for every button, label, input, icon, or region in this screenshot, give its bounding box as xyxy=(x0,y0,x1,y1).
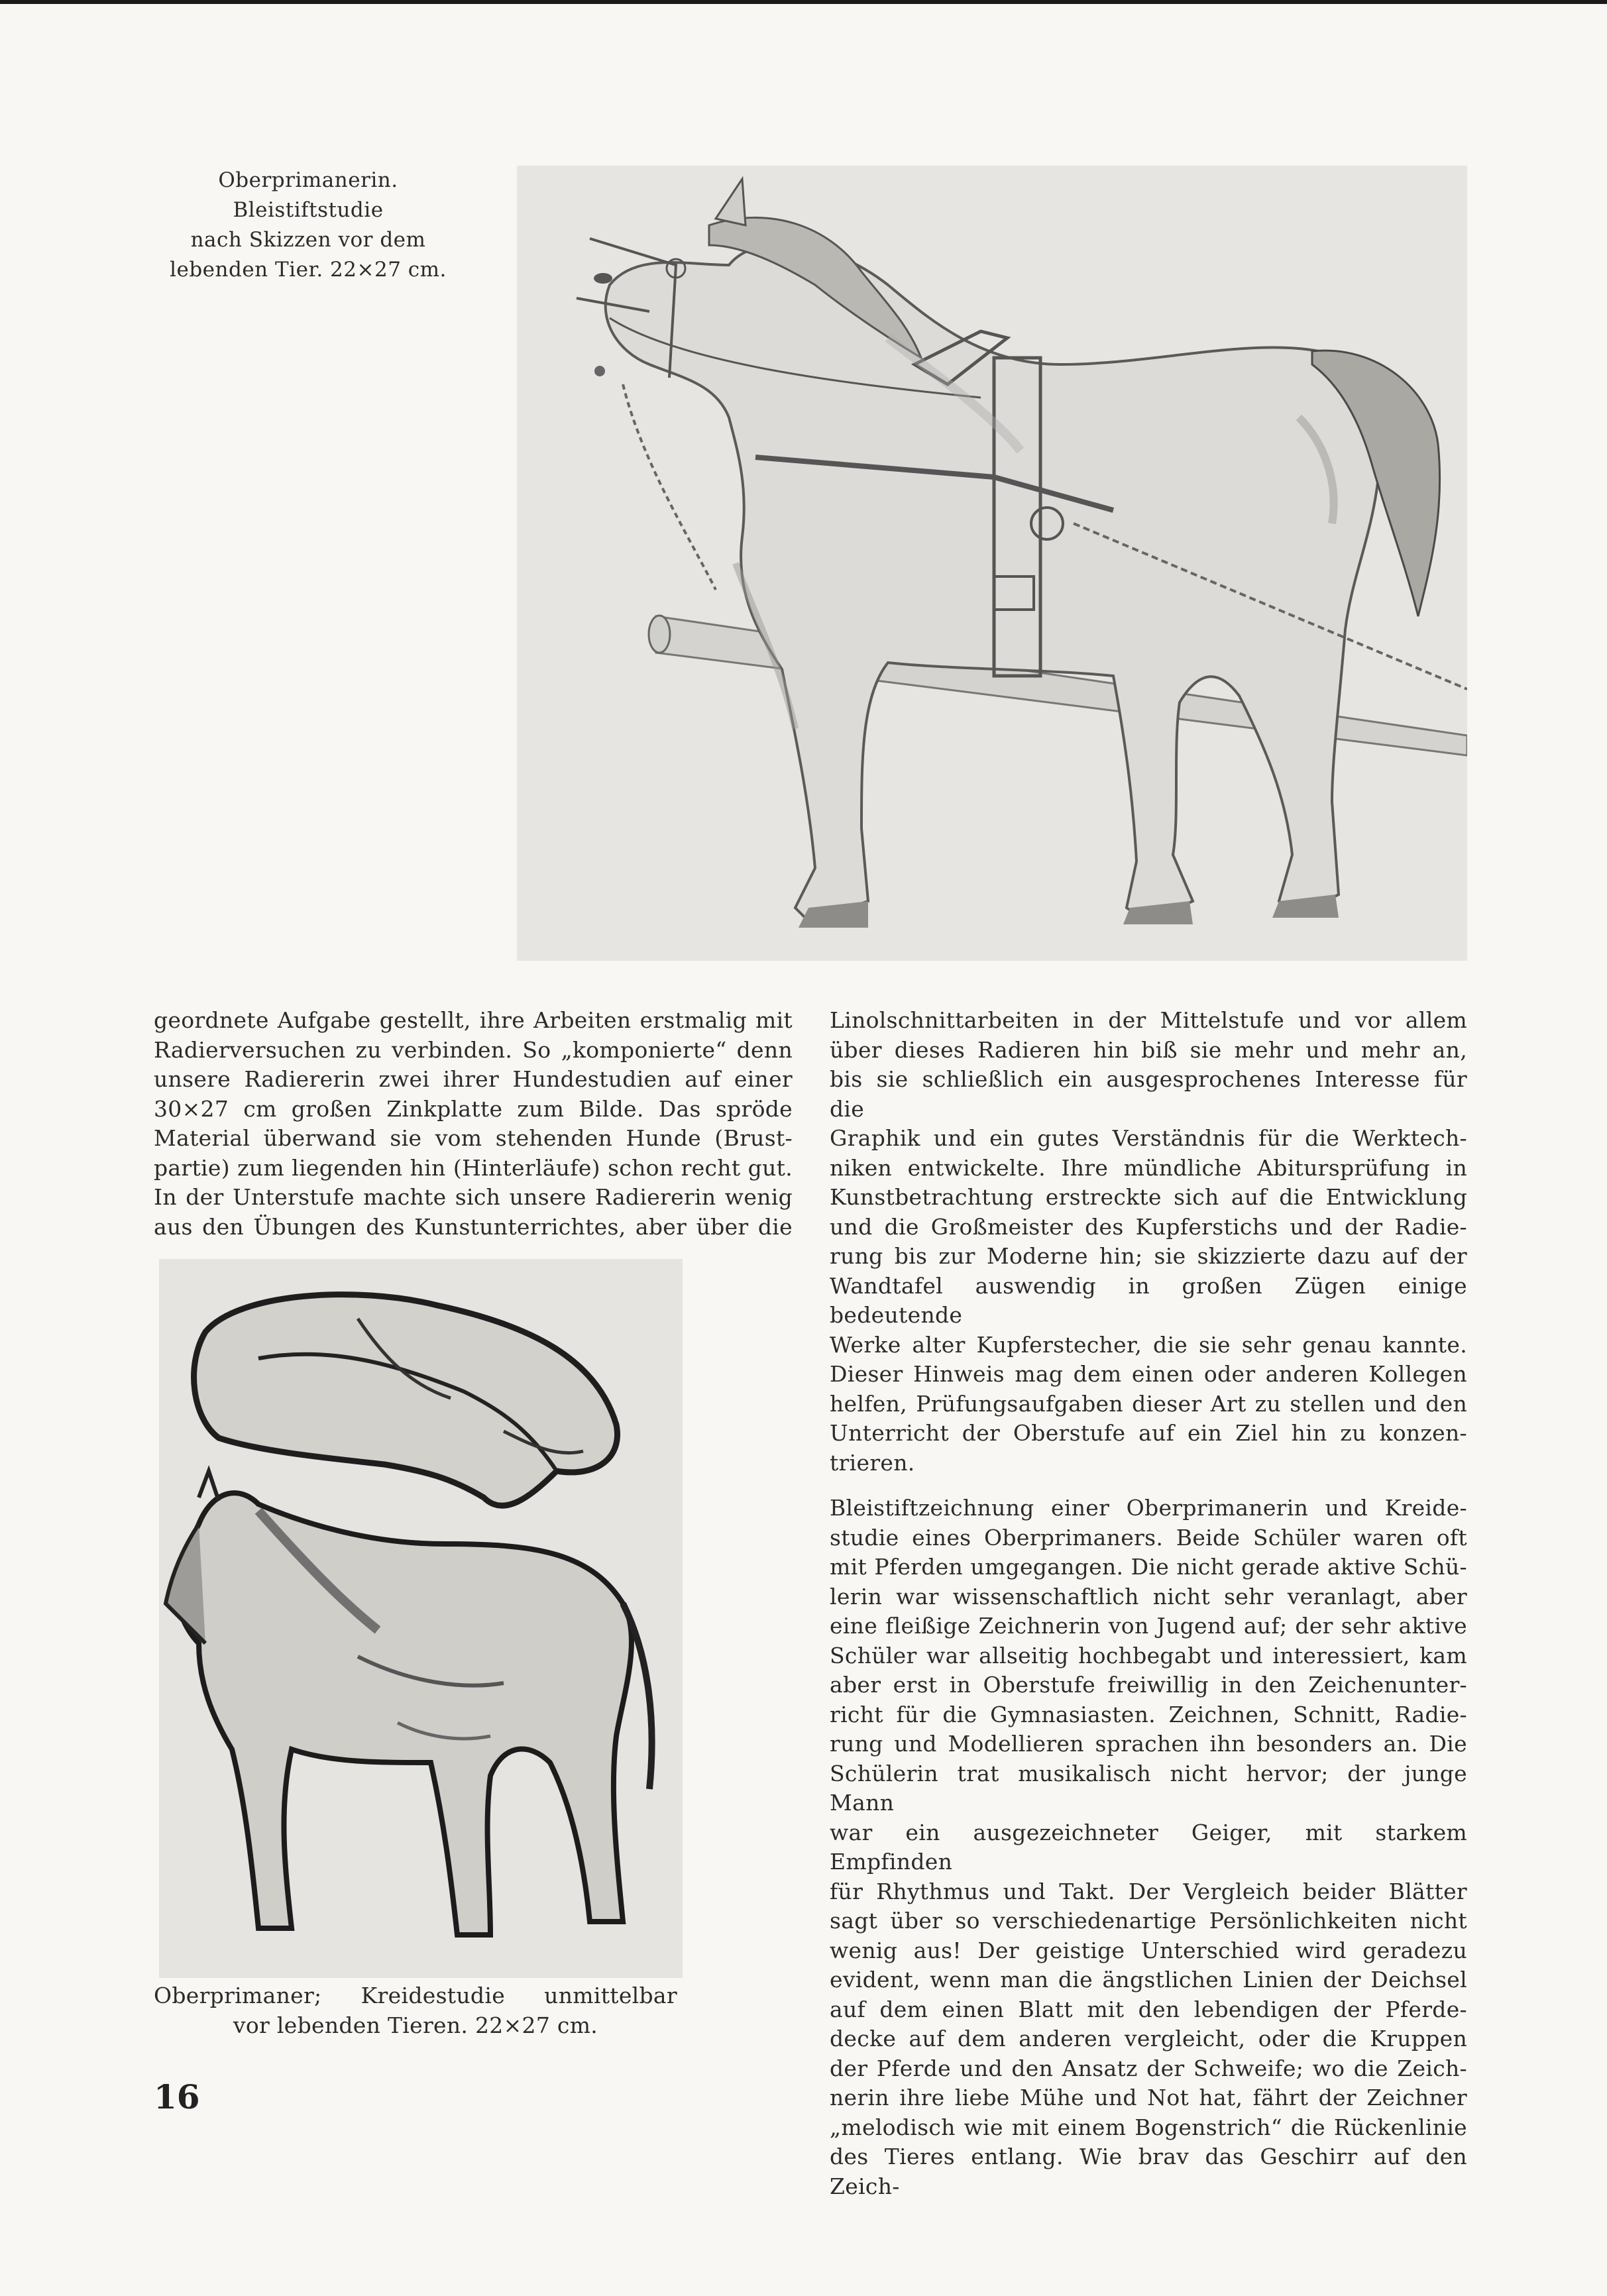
text-line: nerin ihre liebe Mühe und Not hat, fährt der Zeichner xyxy=(830,2085,1467,2110)
text-line: richt für die Gymnasiasten. Zeichnen, Schnitt, Radie- xyxy=(830,1701,1467,1727)
text-line: niken entwickelte. Ihre mündliche Abitursprüfung in xyxy=(830,1154,1467,1181)
text-line: Graphik und ein gutes Verständnis für die Werktech- xyxy=(830,1125,1467,1151)
caption-line: Oberprimanerin. xyxy=(218,168,398,192)
caption-line: lebenden Tier. 22×27 cm. xyxy=(170,258,447,282)
caption-line: Bleistiftstudie xyxy=(233,198,384,222)
text-line: geordnete Aufgabe gestellt, ihre Arbeiten erstmalig mit xyxy=(154,1007,793,1033)
text-line: mit Pferden umgegangen. Die nicht gerade aktive Schü- xyxy=(830,1554,1467,1580)
text-line: aber erst in Oberstufe freiwillig in den Zeichenunter- xyxy=(830,1672,1467,1698)
text-line: In der Unterstufe machte sich unsere Radiererin wenig xyxy=(154,1184,793,1210)
page-number: 16 xyxy=(154,2077,200,2116)
text-line: bis sie schließlich ein ausgesprochenes Interesse für die xyxy=(830,1066,1467,1122)
text-line: sagt über so verschiedenartige Persönlichkeiten nicht xyxy=(830,1908,1467,1934)
text-line: Schülerin trat musikalisch nicht hervor; der junge Mann xyxy=(830,1760,1467,1816)
text-line: Material überwand sie vom stehenden Hunde (Brust- xyxy=(154,1125,793,1151)
caption-line: vor lebenden Tieren. 22×27 cm. xyxy=(233,2012,598,2038)
horse-pencil-drawing-illustration xyxy=(517,166,1467,961)
body-text-right-column xyxy=(830,1006,1467,2201)
text-line: eine fleißige Zeichnerin von Jugend auf; der sehr aktive xyxy=(830,1613,1467,1639)
text-line: „melodisch wie mit einem Bogenstrich“ die Rückenlinie xyxy=(830,2114,1467,2140)
text-line: rung bis zur Moderne hin; sie skizzierte dazu auf der xyxy=(830,1243,1467,1269)
caption-line: Oberprimaner; Kreidestudie unmittelbar xyxy=(154,1983,677,2008)
text-line: Bleistiftzeichnung einer Oberprimanerin und Kreide- xyxy=(830,1495,1467,1521)
text-line: war ein ausgezeichneter Geiger, mit starkem Empfinden xyxy=(830,1819,1467,1875)
text-line: und die Großmeister des Kupferstichs und der Radie- xyxy=(830,1213,1467,1240)
text-line: Wandtafel auswendig in großen Zügen einige bedeutende xyxy=(830,1272,1467,1328)
caption-line: nach Skizzen vor dem xyxy=(190,228,426,252)
body-text-left-column xyxy=(154,1006,793,1242)
text-line: Unterricht der Oberstufe auf ein Ziel hin zu konzen- xyxy=(830,1420,1467,1446)
text-line: 30×27 cm großen Zinkplatte zum Bilde. Das spröde xyxy=(154,1095,793,1122)
page-top-rule xyxy=(0,0,1607,4)
text-line: helfen, Prüfungsaufgaben dieser Art zu stellen und den xyxy=(830,1390,1467,1417)
text-line: des Tieres entlang. Wie brav das Geschirr auf den Zeich- xyxy=(830,2144,1467,2199)
text-line: Werke alter Kupferstecher, die sie sehr genau kannte. xyxy=(830,1331,1467,1358)
text-line: lerin war wissenschaftlich nicht sehr veranlagt, aber xyxy=(830,1583,1467,1610)
text-line: unsere Radiererin zwei ihrer Hundestudien auf einer xyxy=(154,1066,793,1092)
text-line: evident, wenn man die ängstlichen Linien der Deichsel xyxy=(830,1967,1467,1993)
horse-pencil-drawing xyxy=(517,166,1467,961)
text-line: Radierversuchen zu verbinden. So „komponierte“ denn xyxy=(154,1036,793,1063)
text-line: Schüler war allseitig hochbegabt und interessiert, kam xyxy=(830,1642,1467,1668)
text-line: trieren. xyxy=(830,1449,915,1476)
text-line: für Rhythmus und Takt. Der Vergleich beider Blätter xyxy=(830,1878,1467,1904)
text-line: partie) zum liegenden hin (Hinterläufe) schon recht gut. xyxy=(154,1154,793,1181)
text-line: rung und Modellieren sprachen ihn besonders an. Die xyxy=(830,1731,1467,1757)
text-line: decke auf dem anderen vergleicht, oder die Kruppen xyxy=(830,2026,1467,2051)
text-line: studie eines Oberprimaners. Beide Schüler waren oft xyxy=(830,1524,1467,1551)
text-line: Linolschnittarbeiten in der Mittelstufe und vor allem xyxy=(830,1007,1467,1033)
text-line: über dieses Radieren hin biß sie mehr und mehr an, xyxy=(830,1036,1467,1063)
paragraph-1 xyxy=(830,1006,1467,1478)
caption-horse-pencil-study xyxy=(152,166,464,285)
horse-chalk-study xyxy=(159,1259,683,1978)
text-line: Dieser Hinweis mag dem einen oder anderen Kollegen xyxy=(830,1361,1467,1387)
text-line: wenig aus! Der geistige Unterschied wird geradezu xyxy=(830,1937,1467,1963)
paragraph-2 xyxy=(830,1494,1467,2201)
caption-horse-chalk-study xyxy=(154,1981,677,2040)
text-line: der Pferde und den Ansatz der Schweife; wo die Zeich- xyxy=(830,2055,1467,2081)
text-line: auf dem einen Blatt mit den lebendigen der Pferde- xyxy=(830,1996,1467,2022)
text-line: aus den Übungen des Kunstunterrichtes, aber über die xyxy=(154,1213,793,1240)
text-line: Kunstbetrachtung erstreckte sich auf die Entwicklung xyxy=(830,1184,1467,1210)
horse-chalk-study-illustration xyxy=(159,1259,683,1978)
